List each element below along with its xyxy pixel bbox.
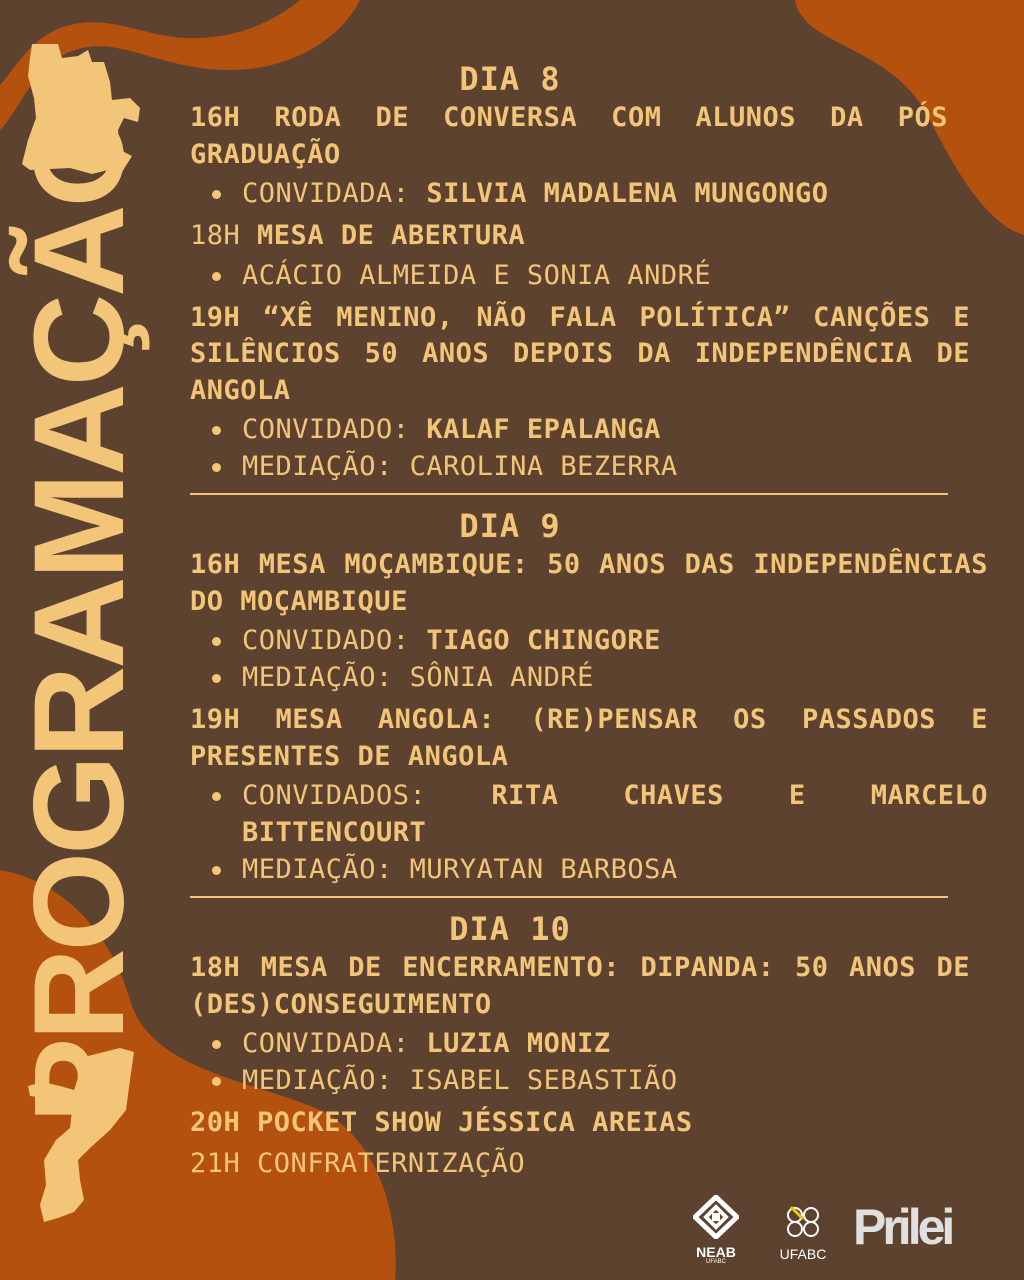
event-details: [190, 622, 990, 696]
event-title: “XÊ MENINO, NÃO FALA POLÍTICA” CANÇÕES E SILÊNCIOS 50 ANOS DEPOIS DA INDEPENDÊNCIA DE ANGOLA: [190, 301, 971, 406]
day-heading: DIA 9: [459, 507, 561, 545]
day-heading: DIA 10: [449, 910, 571, 948]
event-time: 18H: [190, 952, 241, 983]
list-item: CONVIDADO: KALAF EPALANGA: [190, 411, 990, 448]
divider: [190, 896, 948, 898]
event-time: 19H: [190, 301, 241, 333]
list-item: MEDIAÇÃO: MURYATAN BARBOSA: [190, 851, 988, 888]
event-line: [190, 950, 970, 1023]
list-item: MEDIAÇÃO: ISABEL SEBASTIÃO: [190, 1062, 990, 1099]
day-heading: DIA 8: [459, 60, 561, 98]
event-title: MESA MOÇAMBIQUE: 50 ANOS DAS INDEPENDÊNCIAS DO MOÇAMBIQUE: [190, 549, 989, 617]
ufabc-label: UFABC: [779, 1246, 827, 1262]
neab-icon: [693, 1195, 739, 1239]
event-details: [190, 411, 990, 485]
page-title: PROGRAMAÇÃO: [8, 110, 151, 1124]
ufabc-icon: [783, 1203, 823, 1241]
event-line: [190, 300, 970, 410]
sponsor-logos: [685, 1195, 995, 1265]
event-title: MESA DE ENCERRAMENTO: DIPANDA: 50 ANOS DE (DES)CONSEGUIMENTO: [190, 952, 970, 1020]
list-item: CONVIDADA: SILVIA MADALENA MUNGONGO: [190, 175, 990, 212]
event-line: [190, 547, 988, 620]
event-details: [190, 257, 990, 294]
vertical-title-area: [0, 110, 160, 1124]
event-time: 16H: [190, 102, 241, 133]
list-item: MEDIAÇÃO: CAROLINA BEZERRA: [190, 448, 990, 485]
event-time: 20H: [190, 1107, 241, 1138]
neab-sublabel: UFABC: [705, 1259, 726, 1265]
divider: [190, 493, 948, 495]
ufabc-logo: [773, 1203, 833, 1263]
prilei-logo: Prilei: [853, 1199, 952, 1255]
list-item: MEDIAÇÃO: SÔNIA ANDRÉ: [190, 659, 990, 696]
event-details: [190, 777, 988, 888]
event-line: [190, 100, 948, 173]
event-line: [190, 218, 948, 255]
event-line: [190, 1146, 990, 1183]
neab-logo: [685, 1195, 747, 1265]
event-line: [190, 702, 988, 775]
event-time: 19H: [190, 704, 241, 735]
list-item: CONVIDADO: TIAGO CHINGORE: [190, 622, 990, 659]
schedule: [190, 58, 990, 1182]
event-title: MESA ANGOLA: (RE)PENSAR OS PASSADOS E PRESENTES DE ANGOLA: [190, 704, 988, 772]
neab-label: NEAB: [696, 1244, 736, 1260]
event-time: 21H: [190, 1147, 241, 1179]
event-time: 18H: [190, 220, 241, 251]
list-item: ACÁCIO ALMEIDA E SONIA ANDRÉ: [190, 257, 990, 294]
event-title: CONFRATERNIZAÇÃO: [257, 1147, 526, 1179]
event-line: [190, 1105, 990, 1142]
event-title: POCKET SHOW JÉSSICA AREIAS: [257, 1107, 693, 1138]
event-details: [190, 1025, 990, 1099]
list-item: CONVIDADA: LUZIA MONIZ: [190, 1025, 990, 1062]
event-title: RODA DE CONVERSA COM ALUNOS DA PÓS GRADUAÇÃO: [190, 102, 948, 170]
event-title: MESA DE ABERTURA: [257, 220, 526, 251]
event-details: [190, 175, 990, 212]
list-item: CONVIDADOS: RITA CHAVES E MARCELO BITTENCOURT: [190, 777, 988, 851]
event-time: 16H: [190, 549, 241, 580]
